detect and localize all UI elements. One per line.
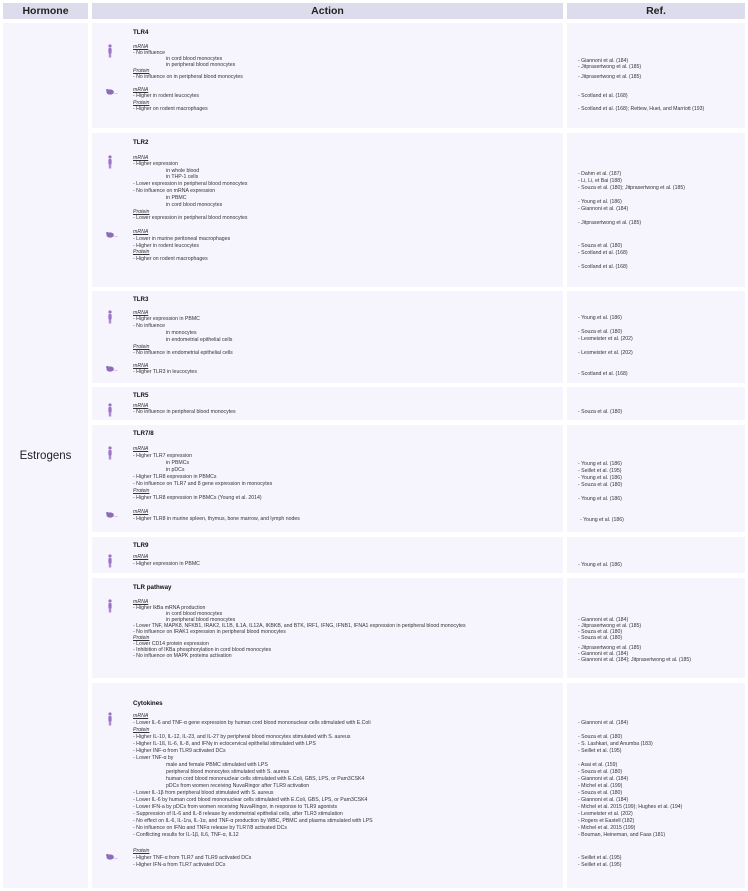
reference: - S. Lashkari, and Anumba (183) xyxy=(578,741,653,747)
action-line: - Lower expression in peripheral blood monocytes xyxy=(133,181,248,187)
subheading-mrna: mRNA xyxy=(133,310,149,316)
human-figure-icon xyxy=(105,446,115,460)
column-header-action: Action xyxy=(92,3,563,19)
reference: - Young et al. (186) xyxy=(578,496,622,502)
action-line: - Higher TNF-α from TLR7 and TLR9 activated DCs xyxy=(133,855,252,861)
reference: - Seillet et al. (195) xyxy=(578,855,622,861)
action-line: in PBMC xyxy=(166,195,187,201)
section-tlr2-refs xyxy=(567,133,745,287)
action-line: - Lower IL-6 by human cord blood mononuclear cells stimulated with E.Coli, GBS, LPS, or Pam3CSK4 xyxy=(133,797,368,803)
section-tlr9-refs xyxy=(567,537,745,573)
action-line: in THP-1 cells xyxy=(166,174,199,180)
human-figure-icon xyxy=(105,44,115,58)
reference: - Seillet et al. (195) xyxy=(578,748,622,754)
reference: - Souza et al. (180) xyxy=(578,243,623,249)
reference: - Souza et al. (180) xyxy=(578,769,623,775)
action-line: - Lower IFN-a by pDCs from women receiving NuvaRingor, in response to TLR9 agonists xyxy=(133,804,338,810)
reference: - Giannoni et al. (184) xyxy=(578,651,629,657)
action-line: - Higher on rodent macrophages xyxy=(133,106,208,112)
hormone-name: Estrogens xyxy=(19,449,72,462)
section-tlr4-refs xyxy=(567,23,745,128)
section-tlr9-action xyxy=(92,537,563,573)
reference: - Giannoni et al. (184) xyxy=(578,720,629,726)
reference: - Jitprasertwong et al. (185) xyxy=(578,220,642,226)
action-line: in cord blood monocytes xyxy=(166,56,223,62)
action-line: in pDCs xyxy=(166,467,185,473)
section-tlr3-action xyxy=(92,291,563,383)
action-line: - Conflicting results for IL-1β, IL6, TNF-α, IL12 xyxy=(133,832,239,838)
action-line: peripheral blood monocytes stimulated with S. aureus xyxy=(166,769,290,775)
action-line: in endometrial epithelial cells xyxy=(166,337,233,343)
action-line: in PBMCs xyxy=(166,460,190,466)
subheading-mrna: mRNA xyxy=(133,599,149,605)
section-title: TLR9 xyxy=(133,542,149,549)
section-title: TLR7/8 xyxy=(133,430,154,437)
rodent-mouse-icon xyxy=(105,364,118,374)
action-line: human cord blood mononuclear cells stimulated with E.Coli, GBS, LPS, or Pam3CSK4 xyxy=(166,776,365,782)
reference: - Giannoni et al. (184) xyxy=(578,206,629,212)
action-line: - Higher expression xyxy=(133,161,178,167)
action-line: - No influence in endometrial epithelial cells xyxy=(133,350,233,356)
section-tlr2-action xyxy=(92,133,563,287)
action-line: in whole blood xyxy=(166,168,200,174)
subheading-protein: Protein xyxy=(133,727,150,733)
subheading-mrna: mRNA xyxy=(133,554,149,560)
reference: - Giannoni et al. (184) xyxy=(578,58,629,64)
reference: - Souza et al. (180) xyxy=(578,734,623,740)
reference: - Jitprasertwong et al. (185) xyxy=(578,64,642,70)
human-figure-icon xyxy=(105,310,115,324)
reference: - Michel et al. (199) xyxy=(578,783,623,789)
action-line: - Suppression of IL-6 and IL-8 release by endometrial epithelial cells, after TLR3 stimulation xyxy=(133,811,343,817)
section-title: TLR5 xyxy=(133,392,149,399)
subheading-mrna: mRNA xyxy=(133,44,149,50)
action-line: - Lower TNF-α by xyxy=(133,755,174,761)
action-line: - Higher IL-10, IL-12, IL-23, and IL-27 by peripheral blood monocytes stimulated with S. aureus xyxy=(133,734,351,740)
action-line: - Higher expression in PBMC xyxy=(133,561,200,567)
reference: - Seillet et al. (195) xyxy=(578,468,622,474)
reference: - Young et al. (186) xyxy=(578,562,622,568)
action-line: - Higher TLR3 in leucocytes xyxy=(133,369,197,375)
action-line: - No influence on IRAK1 expression in peripheral blood monocytes xyxy=(133,629,286,635)
section-title: TLR pathway xyxy=(133,584,172,591)
section-tlr4-action xyxy=(92,23,563,128)
reference: - Souza et al. (180) xyxy=(578,482,623,488)
reference: - Scotland et al. (168) xyxy=(578,93,628,99)
action-line: - Higher IkBa mRNA production xyxy=(133,605,206,611)
hormone-cell xyxy=(3,23,88,888)
reference: - Souza et al. (180) xyxy=(578,329,623,335)
reference: - Giannoni et al. (184) xyxy=(578,776,629,782)
action-line: - Lower expression in peripheral blood monocytes xyxy=(133,215,248,221)
reference: - Souza et al. (180) xyxy=(578,790,623,796)
rodent-mouse-icon xyxy=(105,510,118,520)
action-line: - Higher in rodent leucocytes xyxy=(133,243,200,249)
subheading-protein: Protein xyxy=(133,100,150,106)
subheading-protein: Protein xyxy=(133,848,150,854)
human-figure-icon xyxy=(105,155,115,169)
subheading-protein: Protein xyxy=(133,68,150,74)
subheading-protein: Protein xyxy=(133,249,150,255)
action-line: - Lower IL-6 and TNF-α gene expression by human cord blood mononuclear cells stimulated with E.Coli xyxy=(133,720,371,726)
reference: - Li, Li, et Bai (188) xyxy=(578,178,622,184)
human-figure-icon xyxy=(105,712,115,726)
section-title: TLR4 xyxy=(133,29,149,36)
reference: - Souza et al. (180) xyxy=(578,629,623,635)
action-line: - Higher TLR8 expression in PBMCs xyxy=(133,474,217,480)
action-line: - Higher IFN-a from TLR7 activated DCs xyxy=(133,862,226,868)
section-tlr78-action xyxy=(92,425,563,532)
section-tlr3-refs xyxy=(567,291,745,383)
subheading-protein: Protein xyxy=(133,635,150,641)
action-line: - No influence on MAPK proteins activation xyxy=(133,653,232,659)
section-cytokines-action xyxy=(92,683,563,888)
action-line: - No influence on mRNA expression xyxy=(133,188,216,194)
reference: - Jitprasertwong et al. (185) xyxy=(578,74,642,80)
reference: - Souza et al. (180); Jitprasertwong et al. (185) xyxy=(578,185,685,191)
action-line: in cord blood monocytes xyxy=(166,611,223,617)
subheading-mrna: mRNA xyxy=(133,446,149,452)
action-line: - Lower TNF, MAPK8, NFKB1, IRAK2, IL1B, IL1A, IL12A, IKBKB, and BTK, IRF1, IFNG, IFNB1, IFNA1 expression in peripheral blood monocytes xyxy=(133,623,466,629)
action-line: - Lower CD14 protein expression xyxy=(133,641,209,647)
reference: - Young et al. (186) xyxy=(578,461,622,467)
section-tlr5-action xyxy=(92,387,563,420)
column-header-ref: Ref. xyxy=(567,3,745,19)
subheading-mrna: mRNA xyxy=(133,155,149,161)
action-line: in peripheral blood monocytes xyxy=(166,617,236,623)
action-line: - No influence in peripheral blood monocytes xyxy=(133,409,236,415)
action-line: in peripheral blood monocytes xyxy=(166,62,236,68)
action-line: - Higher in rodent leucocytes xyxy=(133,93,200,99)
reference: - Scotland et al. (168) xyxy=(578,264,628,270)
reference: - Scotland et al. (168) xyxy=(578,371,628,377)
reference: - Asai et al. (159) xyxy=(578,762,618,768)
human-figure-icon xyxy=(105,554,115,568)
action-line: - No influence xyxy=(133,323,166,329)
reference: - Scotland et al. (168) xyxy=(578,250,628,256)
section-tlr5-refs xyxy=(567,387,745,420)
rodent-mouse-icon xyxy=(105,230,118,240)
action-line: male and female PBMC stimulated with LPS xyxy=(166,762,268,768)
section-cytokines-refs xyxy=(567,683,745,888)
subheading-mrna: mRNA xyxy=(133,713,149,719)
section-title: Cytokines xyxy=(133,700,163,707)
action-line: - Higher on rodent macrophages xyxy=(133,256,208,262)
rodent-mouse-icon xyxy=(105,87,118,97)
rodent-mouse-icon xyxy=(105,852,118,862)
action-line: - No influence on TLR7 and 8 gene expression in monocytes xyxy=(133,481,273,487)
reference: - Giannoni et al. (184) xyxy=(578,797,629,803)
action-line: - Inhibition of IKBa phosphorylation in cord blood monocytes xyxy=(133,647,272,653)
subheading-protein: Protein xyxy=(133,209,150,215)
reference: - Young et al. (186) xyxy=(578,315,622,321)
section-tlr78-refs xyxy=(567,425,745,532)
action-line: - No influence on in peripheral blood monocytes xyxy=(133,74,243,80)
subheading-mrna: mRNA xyxy=(133,403,149,409)
human-figure-icon xyxy=(105,599,115,613)
subheading-mrna: mRNA xyxy=(133,363,149,369)
section-title: TLR3 xyxy=(133,296,149,303)
action-line: - Higher TLR8 in murine spleen, thymus, bone marrow, and lymph nodes xyxy=(133,516,300,522)
action-line: - Higher TLR7 expression xyxy=(133,453,193,459)
reference: - Michel et al. 2015 (199); Hughes et al. (194) xyxy=(578,804,683,810)
reference: - Jitprasertwong et al. (185) xyxy=(578,623,642,629)
human-figure-icon xyxy=(105,403,115,417)
reference: - Souza et al. (180) xyxy=(578,635,623,641)
action-line: pDCs from women receiving NuvaRingor after TLR9 activation xyxy=(166,783,310,789)
reference: - Lesmeister et al. (202) xyxy=(578,336,633,342)
action-line: in monocytes xyxy=(166,330,197,336)
action-line: - No effect on IL-6, IL-1ra, IL-1α, and TNF-α production by WBC, PBMC and plasma stimulated with LPS xyxy=(133,818,373,824)
reference: - Dahm et al. (187) xyxy=(578,171,622,177)
section-tlr-pathway-refs xyxy=(567,578,745,678)
reference: - Giannoni et al. (184); Jitprasertwong et al. (185) xyxy=(578,657,692,663)
action-line: - No influence xyxy=(133,50,166,56)
reference: - Michel et al. 2015 (199) xyxy=(578,825,636,831)
subheading-mrna: mRNA xyxy=(133,229,149,235)
reference: - Lesmeister et al. (202) xyxy=(578,350,633,356)
reference: - Seillet et al. (195) xyxy=(578,862,622,868)
reference: - Souza et al. (180) xyxy=(578,409,623,415)
subheading-mrna: mRNA xyxy=(133,509,149,515)
action-line: - Lower IL-1β from peripheral blood stimulated with S. aureus xyxy=(133,790,274,796)
reference: - Bouman, Heineman, and Faas (181) xyxy=(578,832,666,838)
reference: - Young et al. (186) xyxy=(580,517,624,523)
reference: - Rogers et Eastell (182) xyxy=(578,818,635,824)
reference: - Young et al. (186) xyxy=(578,475,622,481)
action-line: - No influence on IFNα and TNFα release by TLR7/8 activated DCs xyxy=(133,825,288,831)
subheading-protein: Protein xyxy=(133,488,150,494)
action-line: in cord blood monocytes xyxy=(166,202,223,208)
subheading-protein: Protein xyxy=(133,344,150,350)
section-title: TLR2 xyxy=(133,139,149,146)
reference: - Lesmeister et al. (202) xyxy=(578,811,633,817)
action-line: - Higher TLR8 expression in PBMCs (Young et al. 2014) xyxy=(133,495,262,501)
action-line: - Higher INF-α from TLR9 activated DCs xyxy=(133,748,226,754)
reference: - Giannoni et al. (184) xyxy=(578,617,629,623)
reference: - Scotland et al. (168); Rettew, Huet, and Marriott (193) xyxy=(578,106,705,112)
reference: - Jitprasertwong et al. (185) xyxy=(578,645,642,651)
action-line: - Higher IL-1ß, IL-6, IL-8, and IFNγ in ectocervical epithelial stimulated with LPS xyxy=(133,741,316,747)
reference: - Young et al. (186) xyxy=(578,199,622,205)
action-line: - Lower in murine peritoneal macrophages xyxy=(133,236,231,242)
subheading-mrna: mRNA xyxy=(133,87,149,93)
column-header-hormone: Hormone xyxy=(3,3,88,19)
section-tlr-pathway-action xyxy=(92,578,563,678)
action-line: - Higher expression in PBMC xyxy=(133,316,200,322)
